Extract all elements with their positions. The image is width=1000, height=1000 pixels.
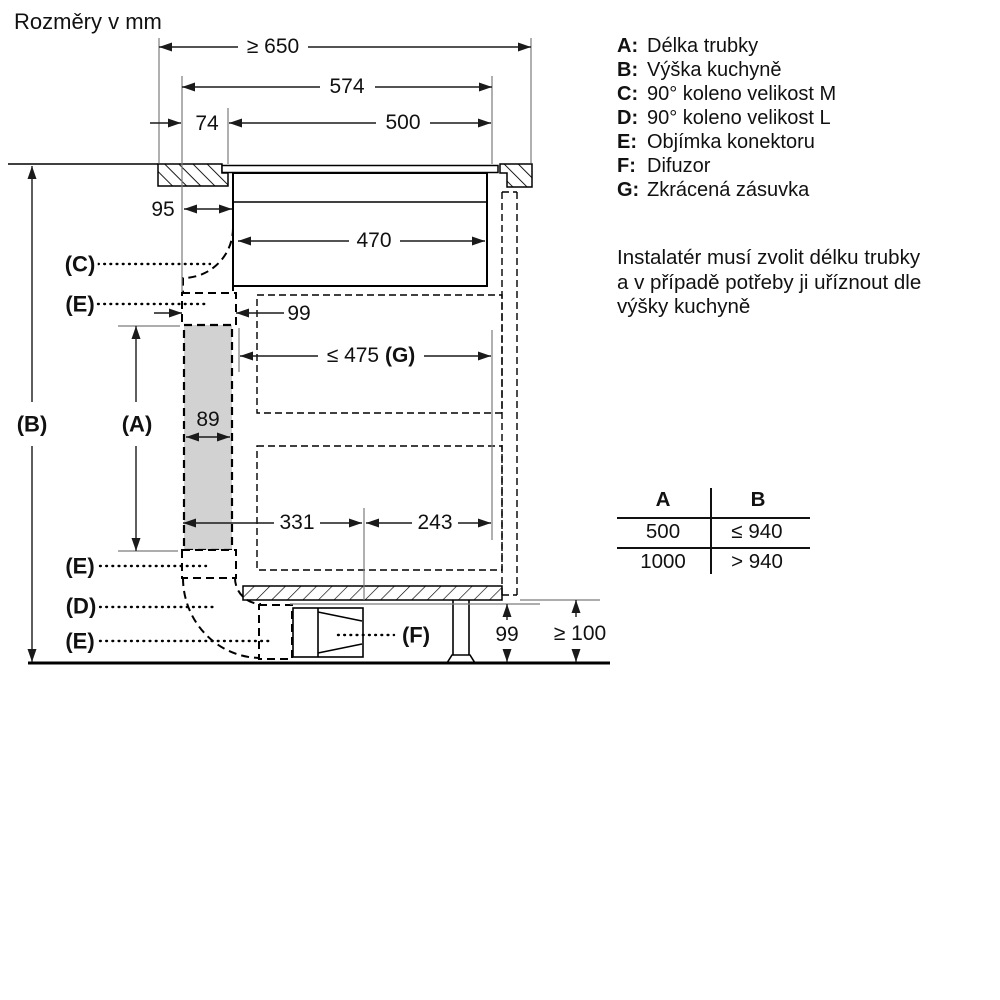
legend-key-d: D: xyxy=(617,107,639,129)
part-label-e-bottom: (E) xyxy=(65,628,95,654)
dim-470-label: 470 xyxy=(353,230,394,252)
legend-item-b xyxy=(617,58,836,82)
legend-item-e xyxy=(617,130,836,154)
table-row-divider-1 xyxy=(617,517,810,519)
dim-500-label: 500 xyxy=(382,112,423,134)
dim-99-top-label: 99 xyxy=(284,303,313,325)
installer-note-line1: Instalatér musí zvolit délku trubky xyxy=(617,246,921,269)
legend-label-b: Výška kuchyně xyxy=(647,59,782,81)
drawer-region-lower xyxy=(257,446,502,570)
legend-label-c: 90° koleno velikost M xyxy=(647,83,837,105)
connector-sleeve-mid xyxy=(182,550,236,578)
part-label-e-mid: (E) xyxy=(65,553,95,579)
page-title: Rozměry v mm xyxy=(14,9,162,34)
table-header-b: B xyxy=(750,488,766,511)
dim-95-label: 95 xyxy=(148,199,177,221)
table-row-divider-2 xyxy=(617,547,810,549)
dim-100-label: ≥ 100 xyxy=(551,623,609,645)
cabinet-foot xyxy=(447,600,475,663)
installer-note-line2: a v případě potřeby ji uříznout dle xyxy=(617,270,922,294)
diffuser xyxy=(293,608,363,657)
countertop-left-section xyxy=(158,164,228,186)
installer-note xyxy=(617,246,921,320)
part-label-a: (A) xyxy=(121,411,153,437)
dim-574-label: 574 xyxy=(326,76,367,98)
hob-top-plate xyxy=(222,166,498,173)
legend-item-c xyxy=(617,82,836,106)
legend-item-f xyxy=(617,154,836,178)
part-label-c: (C) xyxy=(64,251,96,277)
tube-length-table xyxy=(617,483,810,579)
part-label-d: (D) xyxy=(65,593,97,619)
elbow-c xyxy=(183,228,233,293)
dim-74-label: 74 xyxy=(192,113,221,135)
legend-item-d xyxy=(617,106,836,130)
connector-sleeve-bottom xyxy=(259,605,292,659)
dimension-arrowheads xyxy=(28,43,581,663)
legend-key-c: C: xyxy=(617,83,639,105)
table-cell-b1: ≤ 940 xyxy=(731,520,783,543)
legend-key-e: E: xyxy=(617,131,637,153)
dim-475-value: ≤ 475 xyxy=(326,343,385,367)
installer-note-line3: výšky kuchyně xyxy=(617,295,751,318)
part-label-b: (B) xyxy=(16,411,48,437)
table-header-a: A xyxy=(655,488,671,511)
legend-label-a: Délka trubky xyxy=(647,35,759,57)
parts-legend xyxy=(617,34,836,202)
dim-650-label: ≥ 650 xyxy=(244,36,302,58)
legend-key-a: A: xyxy=(617,35,639,57)
rear-channel xyxy=(502,192,517,595)
legend-label-f: Difuzor xyxy=(647,155,711,177)
countertop-right-section xyxy=(500,164,532,187)
leader-lines xyxy=(98,264,394,641)
part-label-e-top: (E) xyxy=(65,291,95,317)
connector-sleeve-top xyxy=(182,293,236,325)
table-vertical-divider xyxy=(710,488,712,574)
legend-label-d: 90° koleno velikost L xyxy=(647,107,831,129)
dim-89-label: 89 xyxy=(196,407,220,431)
legend-label-g: Zkrácená zásuvka xyxy=(647,179,810,201)
legend-key-g: G: xyxy=(617,179,640,201)
table-cell-a1: 500 xyxy=(645,520,681,543)
table-cell-a2: 1000 xyxy=(640,550,686,573)
table-cell-b2: > 940 xyxy=(731,550,783,573)
legend-item-g xyxy=(617,178,836,202)
legend-item-a xyxy=(617,34,836,58)
dim-99-bottom-label: 99 xyxy=(492,624,521,646)
part-label-f: (F) xyxy=(401,622,431,648)
legend-label-e: Objímka konektoru xyxy=(647,131,815,153)
legend-key-b: B: xyxy=(617,59,639,81)
legend-key-f: F: xyxy=(617,155,636,177)
dim-243-label: 243 xyxy=(414,512,455,534)
dim-475-key: (G) xyxy=(384,343,416,367)
dim-331-label: 331 xyxy=(276,512,317,534)
dim-475-label xyxy=(324,345,419,367)
plinth-shelf xyxy=(243,586,502,600)
